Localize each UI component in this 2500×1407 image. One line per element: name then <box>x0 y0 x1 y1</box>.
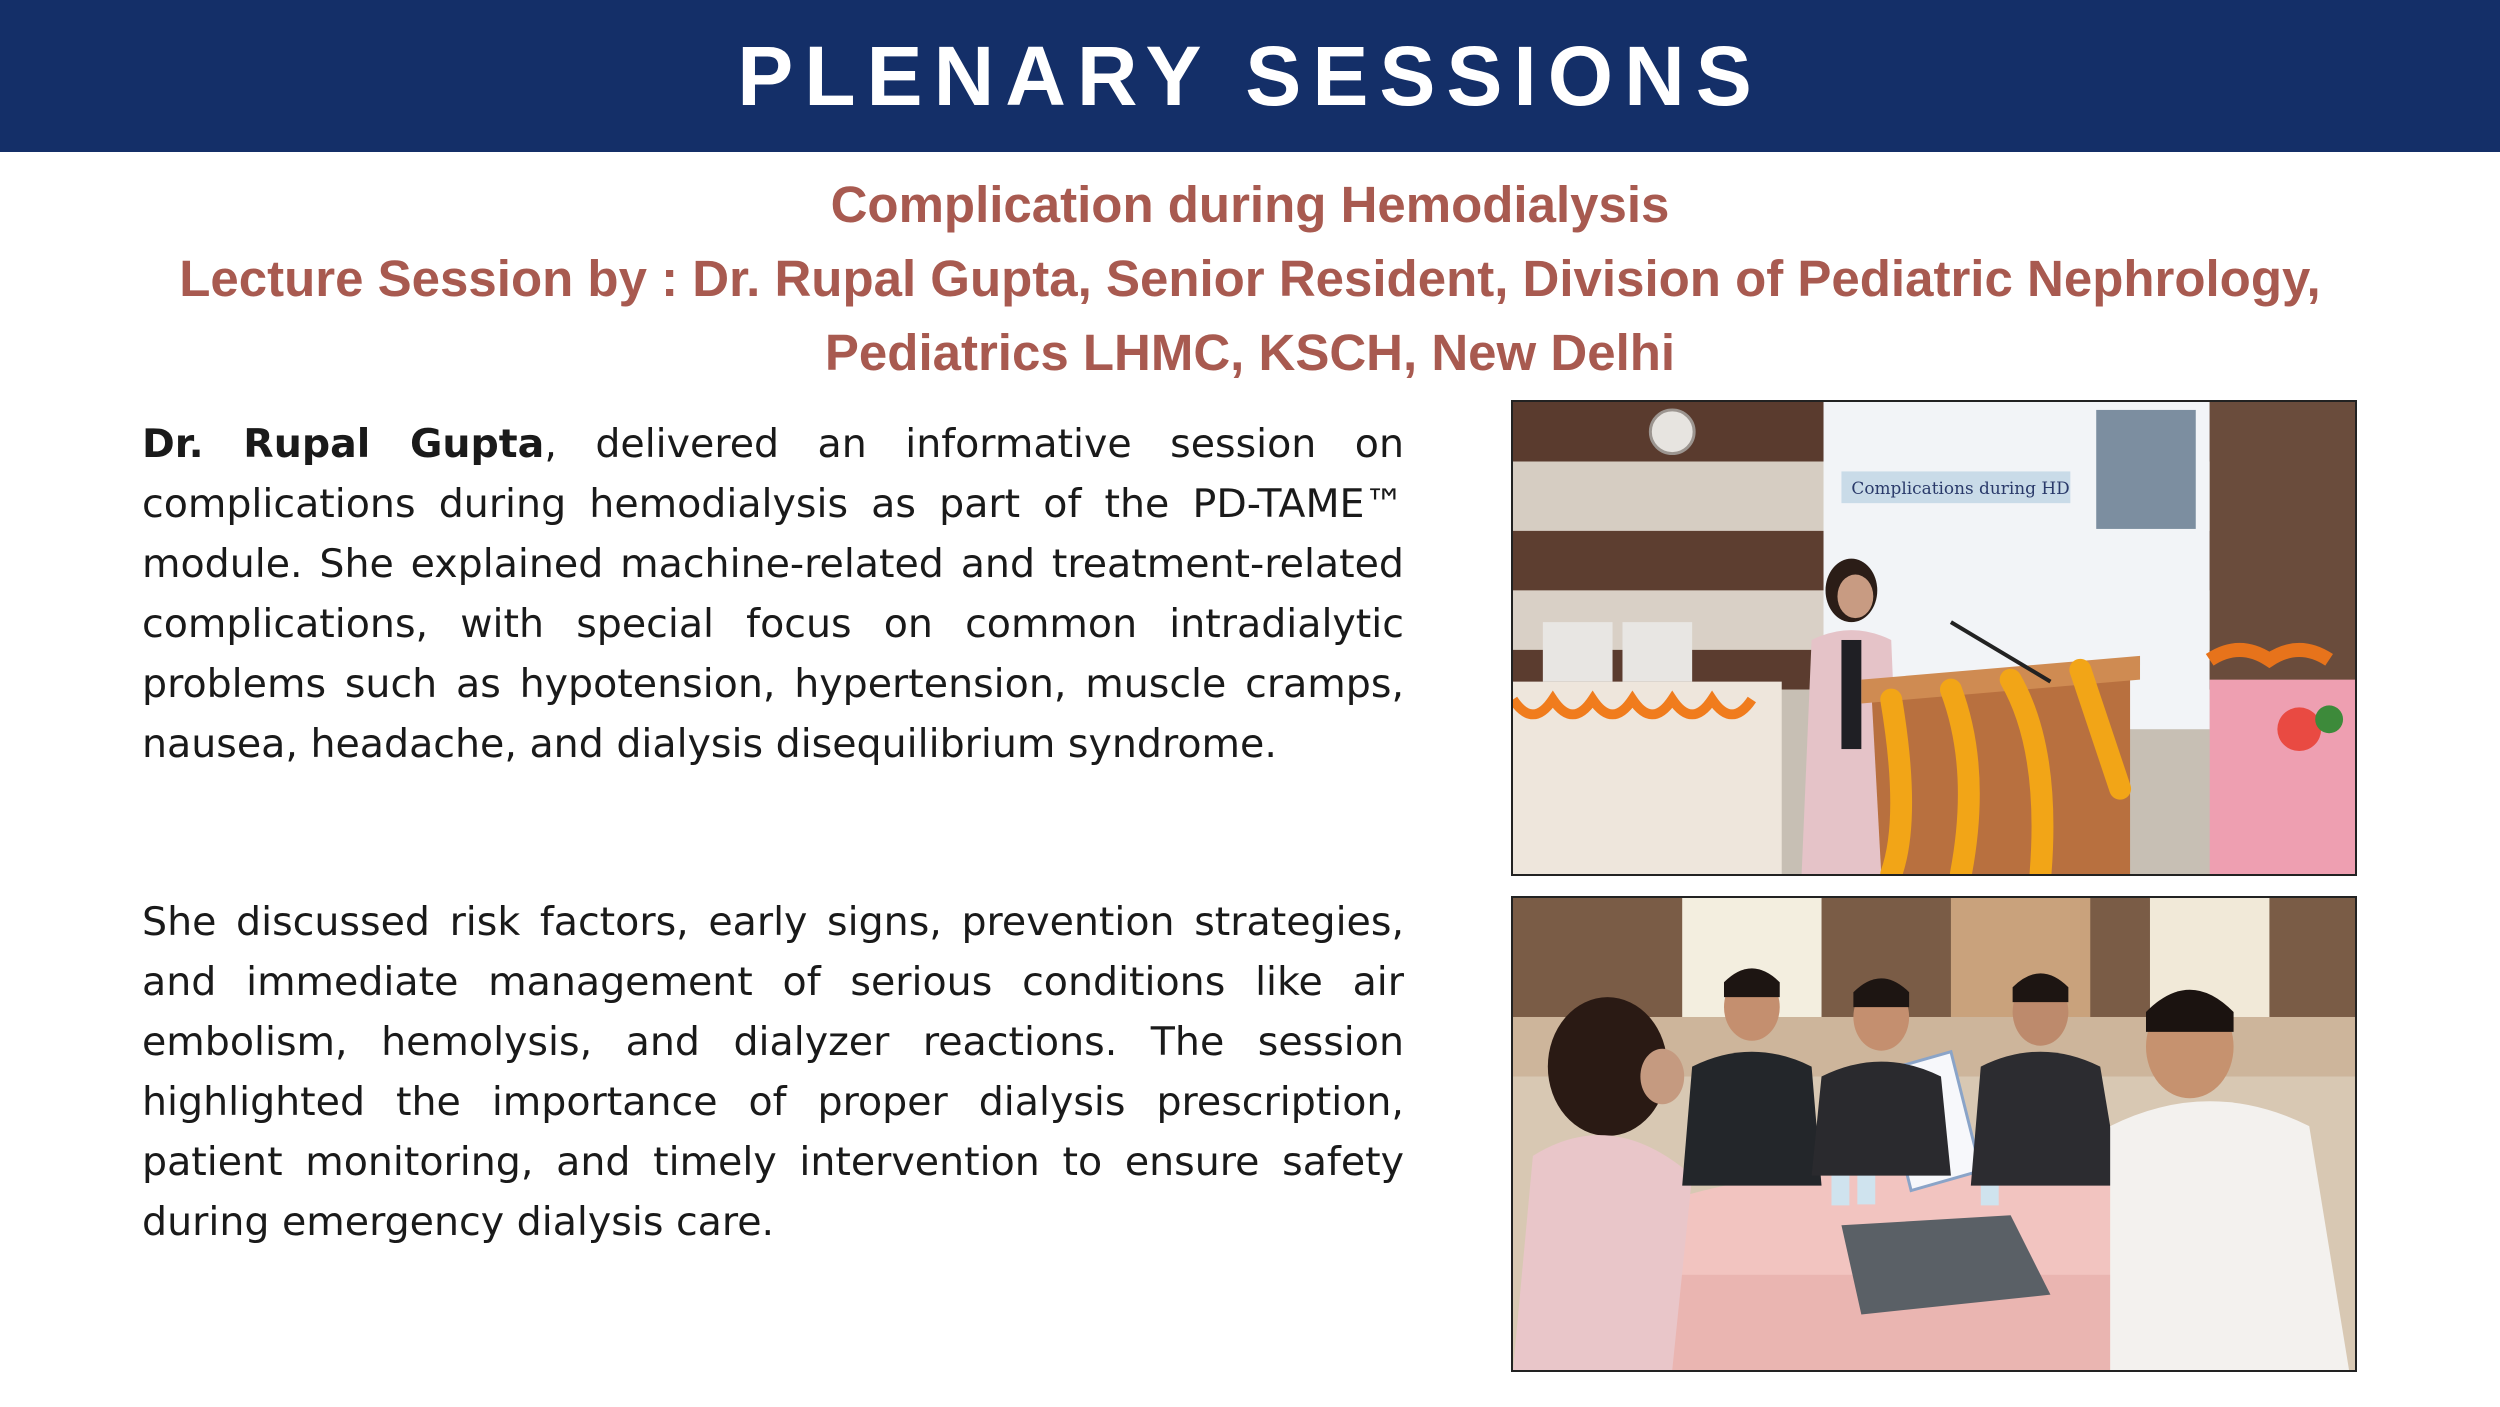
paragraph-1 <box>142 414 1404 774</box>
lecture-photo <box>1511 400 2357 876</box>
slide-text: Complications during HD <box>1851 478 2070 499</box>
page-title: PLENARY SESSIONS <box>737 29 1763 123</box>
session-heading <box>0 168 2500 390</box>
speaker-name: Dr. Rupal Gupta <box>142 421 545 467</box>
affiliation-line: Pediatrics LHMC, KSCH, New Delhi <box>824 324 1676 381</box>
paragraph-1-text: , delivered an informative session on complications during hemodialysis as part of the PD-TAME™ module. She explained machine-related and treatment-related complications, with special focus on common intradialytic problems such as hypotension, hypertension, muscle cramps, nausea, headache, and dialysis disequilibrium syndrome. <box>142 421 1404 767</box>
discussion-photo-illustration <box>1513 898 2355 1370</box>
session-title: Complication during Hemodialysis <box>830 176 1670 233</box>
discussion-photo <box>1511 896 2357 1372</box>
lecture-photo-illustration <box>1513 402 2355 874</box>
speaker-line: Lecture Session by : Dr. Rupal Gupta, Senior Resident, Division of Pediatric Nephrology, <box>179 250 2321 307</box>
header-bar <box>0 0 2500 152</box>
paragraph-2: She discussed risk factors, early signs, prevention strategies, and immediate management of serious conditions like air embolism, hemolysis, and dialyzer reactions. The session highlighted the importance of proper dialysis prescription, patient monitoring, and timely intervention to ensure safety during emergency dialysis care. <box>142 899 1404 1245</box>
